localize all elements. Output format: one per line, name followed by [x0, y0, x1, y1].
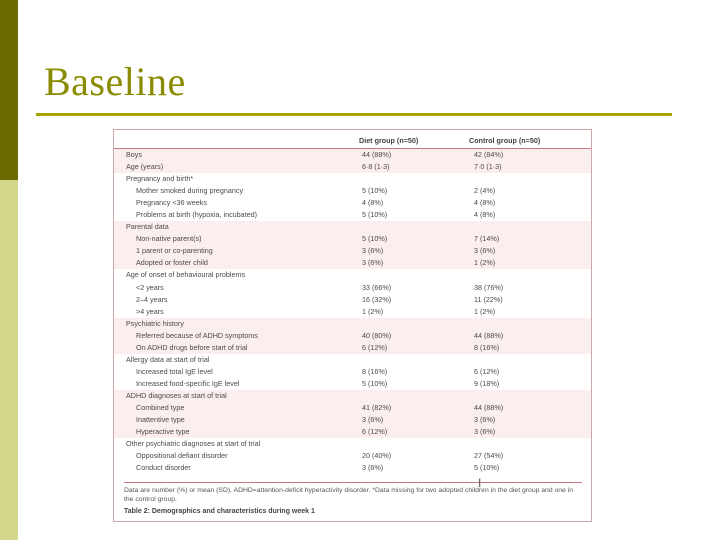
diet-value: 16 (32%)	[362, 294, 392, 304]
control-value: 4 (8%)	[474, 198, 496, 208]
row-label: <2 years	[136, 282, 164, 292]
row-label: Pregnancy <36 weeks	[136, 198, 207, 208]
table-row	[114, 173, 591, 185]
diet-value: 5 (10%)	[362, 378, 388, 388]
table-body	[114, 149, 591, 474]
control-value: 3 (6%)	[474, 415, 496, 425]
row-label: Parental data	[126, 222, 169, 232]
control-value: 3 (6%)	[474, 427, 496, 437]
diet-value: 44 (88%)	[362, 150, 392, 159]
header-diet-group: Diet group (n=50)	[359, 136, 419, 145]
row-label: Increased food-specific IgE level	[136, 378, 240, 388]
table-row	[114, 414, 591, 426]
title-underline	[36, 113, 672, 116]
control-value: 7·0 (1·3)	[474, 162, 502, 172]
row-label: Age (years)	[126, 162, 164, 172]
table-row	[114, 330, 591, 342]
table-row	[114, 390, 591, 402]
table-row	[114, 462, 591, 474]
control-value: 1 (2%)	[474, 306, 496, 316]
left-accent-bar-light	[0, 180, 18, 540]
control-value: 42 (84%)	[474, 150, 504, 159]
control-value: 8 (16%)	[474, 342, 500, 352]
table-row	[114, 366, 591, 378]
header-control-group: Control group (n=50)	[469, 136, 541, 145]
control-value: 38 (76%)	[474, 282, 504, 292]
row-label: Adopted or foster child	[136, 258, 208, 268]
table-row	[114, 426, 591, 438]
control-value: 1 (2%)	[474, 258, 496, 268]
slide-title: Baseline	[44, 59, 186, 104]
row-label: Other psychiatric diagnoses at start of trial	[126, 439, 261, 449]
table-row	[114, 342, 591, 354]
table-row	[114, 221, 591, 233]
control-value: 5 (10%)	[474, 463, 500, 473]
table-row	[114, 269, 591, 281]
diet-value: 3 (6%)	[362, 258, 384, 268]
table-row	[114, 306, 591, 318]
text-cursor-icon: I	[478, 476, 482, 490]
table-caption: Table 2: Demographics and characteristics during week 1	[124, 508, 315, 515]
table-row	[114, 378, 591, 390]
control-value: 9 (18%)	[474, 378, 500, 388]
row-label: 2–4 years	[136, 294, 168, 304]
diet-value: 5 (10%)	[362, 186, 388, 196]
diet-value: 20 (40%)	[362, 451, 392, 461]
diet-value: 6 (12%)	[362, 427, 388, 437]
row-label: ADHD diagnoses at start of trial	[126, 390, 227, 400]
table-row	[114, 402, 591, 414]
table-row	[114, 161, 591, 173]
control-value: 7 (14%)	[474, 234, 500, 244]
diet-value: 1 (2%)	[362, 306, 384, 316]
row-label: Conduct disorder	[136, 463, 191, 473]
row-label: Inattentive type	[136, 415, 185, 425]
table-row	[114, 233, 591, 245]
control-value: 3 (6%)	[474, 246, 496, 256]
row-label: Non-native parent(s)	[136, 234, 202, 244]
left-accent-bar-dark	[0, 0, 18, 180]
control-value: 2 (4%)	[474, 186, 496, 196]
row-label: Oppositional defiant disorder	[136, 451, 228, 461]
diet-value: 41 (82%)	[362, 402, 392, 412]
row-label: Mother smoked during pregnancy	[136, 186, 244, 196]
row-label: Referred because of ADHD symptoms	[136, 330, 258, 340]
control-value: 4 (8%)	[474, 210, 496, 220]
control-value: 44 (88%)	[474, 402, 504, 412]
control-value: 44 (88%)	[474, 330, 504, 340]
diet-value: 3 (6%)	[362, 415, 384, 425]
diet-value: 3 (6%)	[362, 463, 384, 473]
row-label: Combined type	[136, 402, 185, 412]
row-label: Allergy data at start of trial	[126, 354, 210, 364]
control-value: 27 (54%)	[474, 451, 504, 461]
table-row	[114, 294, 591, 306]
table-row	[114, 282, 591, 294]
table-row	[114, 354, 591, 366]
table-row	[114, 318, 591, 330]
diet-value: 5 (10%)	[362, 234, 388, 244]
table-row	[114, 450, 591, 462]
diet-value: 5 (10%)	[362, 210, 388, 220]
table-row	[114, 245, 591, 257]
table-row	[114, 185, 591, 197]
diet-value: 33 (66%)	[362, 282, 392, 292]
row-label: On ADHD drugs before start of trial	[136, 342, 248, 352]
row-label: Boys	[126, 150, 142, 159]
diet-value: 8 (16%)	[362, 366, 388, 376]
row-label: >4 years	[136, 306, 164, 316]
table-footnote: Data are number (%) or mean (SD). ADHD=attention-deficit hyperactivity disorder. *Data missing for two adopted children in the diet group and one in the control group.	[124, 482, 582, 504]
table-row	[114, 257, 591, 269]
row-label: Psychiatric history	[126, 318, 184, 328]
row-label: Hyperactive type	[136, 427, 190, 437]
row-label: Pregnancy and birth*	[126, 174, 194, 184]
diet-value: 6 (12%)	[362, 342, 388, 352]
table-row	[114, 149, 591, 161]
diet-value: 4 (8%)	[362, 198, 384, 208]
table-row	[114, 209, 591, 221]
row-label: Problems at birth (hypoxia, incubated)	[136, 210, 258, 220]
control-value: 11 (22%)	[474, 294, 503, 304]
table-image	[113, 129, 592, 522]
table-row	[114, 438, 591, 450]
control-value: 6 (12%)	[474, 366, 500, 376]
table-row	[114, 197, 591, 209]
diet-value: 6·8 (1·3)	[362, 162, 390, 172]
table-header	[114, 130, 591, 149]
diet-value: 40 (80%)	[362, 330, 392, 340]
row-label: Age of onset of behavioural problems	[126, 270, 246, 280]
row-label: 1 parent or co-parenting	[136, 246, 213, 256]
row-label: Increased total IgE level	[136, 366, 213, 376]
diet-value: 3 (6%)	[362, 246, 384, 256]
